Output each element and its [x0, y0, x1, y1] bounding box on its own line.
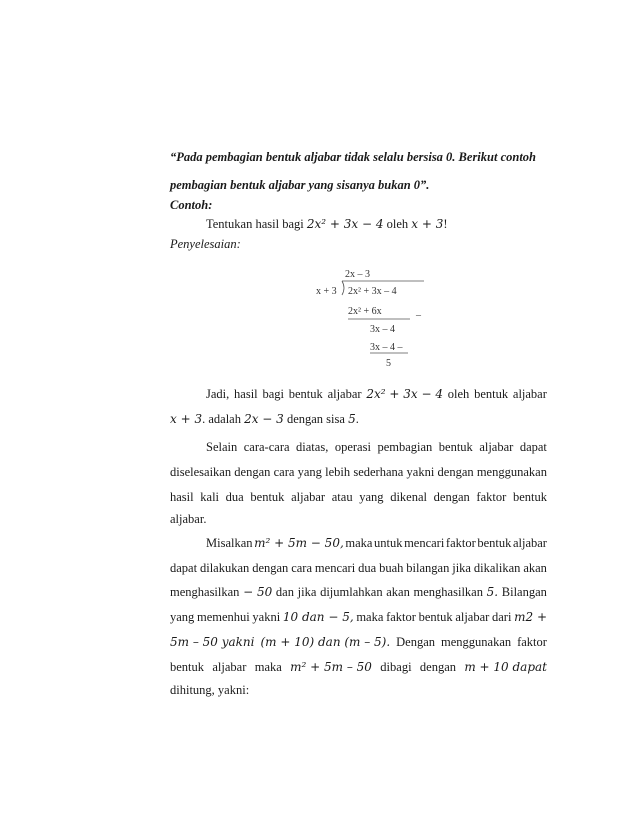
- word: Bilangan: [501, 585, 547, 599]
- word: diselesaikan: [170, 465, 232, 479]
- word: aljabar: [455, 610, 490, 624]
- word: menggunakan: [441, 635, 512, 649]
- solution-label: Penyelesaian:: [170, 237, 241, 251]
- word: operasi: [334, 440, 371, 454]
- word: akan: [523, 561, 547, 575]
- word: faktor: [386, 610, 416, 624]
- word: dengan: [252, 561, 289, 575]
- para-misalkan-line-1: [206, 536, 547, 551]
- word: dapat: [170, 561, 198, 575]
- word: yang: [170, 610, 195, 624]
- word: buah: [379, 561, 404, 575]
- word: dari: [492, 610, 512, 624]
- word: Selain: [206, 440, 238, 454]
- word: faktor: [445, 536, 476, 550]
- math-expression: m² + 5m − 50,: [254, 536, 344, 550]
- para-misalkan-line-7: dihitung, yakni:: [170, 683, 250, 697]
- math-expression: − 50: [243, 585, 273, 599]
- conclusion-expression: 2x² + 3x − 4: [366, 387, 443, 401]
- para-selain-line-2: [170, 465, 547, 480]
- division-step-1: 2x² + 6x: [348, 306, 382, 317]
- word: aljabar: [512, 536, 547, 550]
- conclusion-word: bentuk: [288, 387, 323, 401]
- conclusion-text: . adalah: [202, 412, 241, 426]
- word: dikenal: [390, 490, 427, 504]
- conclusion-text: .: [355, 412, 359, 426]
- word: memenhui: [196, 610, 250, 624]
- word: Misalkan: [206, 536, 253, 550]
- word: dijumlahkan: [320, 585, 383, 599]
- math-expression: 5.: [486, 585, 499, 599]
- word: menggunakan: [476, 465, 547, 479]
- word: cara: [273, 465, 295, 479]
- word: jika: [297, 585, 317, 599]
- para-misalkan-line-6: [170, 660, 547, 675]
- word: akan: [386, 585, 410, 599]
- long-division-figure: [312, 262, 442, 372]
- word: dilakukan: [199, 561, 250, 575]
- word: yakni: [252, 610, 281, 624]
- para-selain-line-1: [206, 440, 547, 455]
- example-heading: Contoh:: [170, 198, 213, 212]
- conclusion-word: aljabar: [512, 387, 547, 401]
- math-expression: m + 10 dapat: [464, 660, 547, 674]
- conclusion-remainder: 5: [348, 412, 356, 426]
- conclusion-word: bagi: [262, 387, 284, 401]
- math-expression: 10 dan − 5,: [282, 610, 354, 624]
- conclusion-word: Jadi,: [206, 387, 230, 401]
- math-expression: m² + 5m – 50: [290, 660, 372, 674]
- word: kali: [200, 490, 220, 504]
- intro-line-1: “Pada pembagian bentuk aljabar tidak selalu bersisa 0. Berikut contoh: [170, 150, 537, 164]
- word: dan: [275, 585, 294, 599]
- word: dengan: [437, 465, 474, 479]
- division-divisor: x + 3: [316, 286, 337, 297]
- division-quotient: 2x – 3: [345, 269, 370, 280]
- conclusion-divisor: x + 3: [170, 412, 203, 426]
- word: untuk: [374, 536, 403, 550]
- word: bentuk: [250, 490, 285, 504]
- word: maka: [254, 660, 282, 674]
- word: dengan: [234, 465, 271, 479]
- task-expression-divisor: x + 3: [411, 217, 444, 231]
- math-expression: (m + 10) dan (m – 5).: [260, 635, 391, 649]
- word: faktor: [476, 490, 507, 504]
- division-step-2: 3x – 4 –: [370, 342, 403, 353]
- word: atau: [331, 490, 353, 504]
- word: cara: [291, 561, 313, 575]
- division-remainder-1: 3x – 4: [370, 324, 395, 335]
- word: dapat: [519, 440, 547, 454]
- word: dikalikan: [473, 561, 521, 575]
- para-misalkan-line-3: [170, 585, 547, 600]
- conclusion-word: bentuk: [474, 387, 509, 401]
- conclusion-line-1: [206, 387, 547, 402]
- word: maka: [345, 536, 373, 550]
- word: aljabar: [291, 490, 326, 504]
- conclusion-quotient: 2x − 3: [244, 412, 284, 426]
- task-mid: oleh: [386, 217, 409, 231]
- para-selain-line-3: [170, 490, 547, 505]
- word: dengan: [419, 660, 456, 674]
- word: Dengan: [396, 635, 436, 649]
- word: bentuk: [438, 440, 473, 454]
- conclusion-line-2: [170, 412, 359, 427]
- word: aljabar: [212, 660, 247, 674]
- conclusion-word: oleh: [447, 387, 470, 401]
- word: dibagi: [380, 660, 412, 674]
- task-expression-dividend: 2x² + 3x − 4: [306, 217, 384, 231]
- word: jika: [452, 561, 471, 575]
- word: yang: [359, 490, 384, 504]
- example-task: [206, 217, 448, 232]
- intro-line-2: pembagian bentuk aljabar yang sisanya bukan 0”.: [170, 178, 430, 192]
- word: sederhana: [353, 465, 404, 479]
- word: maka: [356, 610, 384, 624]
- word: diatas,: [296, 440, 329, 454]
- word: bentuk: [512, 490, 547, 504]
- division-step-1-sign: –: [416, 310, 421, 321]
- word: hasil: [170, 490, 194, 504]
- word: yang: [297, 465, 322, 479]
- para-misalkan-line-2: [170, 561, 547, 576]
- division-remainder: 5: [386, 358, 391, 369]
- math-expression: 5m – 50 yakni: [170, 635, 255, 649]
- word: menghasilkan: [170, 585, 240, 599]
- word: yakni: [406, 465, 435, 479]
- word: bentuk: [418, 610, 453, 624]
- conclusion-text: dengan sisa: [286, 412, 345, 426]
- word: cara-cara: [243, 440, 290, 454]
- word: mencari: [404, 536, 445, 550]
- math-expression: m2 +: [514, 610, 547, 624]
- task-prefix: Tentukan hasil bagi: [206, 217, 304, 231]
- conclusion-word: aljabar: [327, 387, 362, 401]
- word: aljabar: [479, 440, 514, 454]
- para-misalkan-line-5: [170, 635, 547, 650]
- word: dengan: [433, 490, 470, 504]
- word: bentuk: [477, 536, 512, 550]
- word: bentuk: [170, 660, 205, 674]
- word: lebih: [325, 465, 351, 479]
- para-misalkan-line-4: [170, 610, 547, 625]
- word: menghasilkan: [413, 585, 483, 599]
- division-dividend: 2x² + 3x – 4: [348, 286, 397, 297]
- word: mencari: [314, 561, 356, 575]
- para-selain-line-4: aljabar.: [170, 512, 207, 526]
- word: dua: [358, 561, 377, 575]
- task-end: !: [443, 217, 448, 231]
- word: faktor: [517, 635, 547, 649]
- word: bilangan: [406, 561, 450, 575]
- conclusion-word: hasil: [234, 387, 258, 401]
- word: pembagian: [377, 440, 433, 454]
- division-bracket-curve: [342, 281, 344, 295]
- word: dua: [225, 490, 244, 504]
